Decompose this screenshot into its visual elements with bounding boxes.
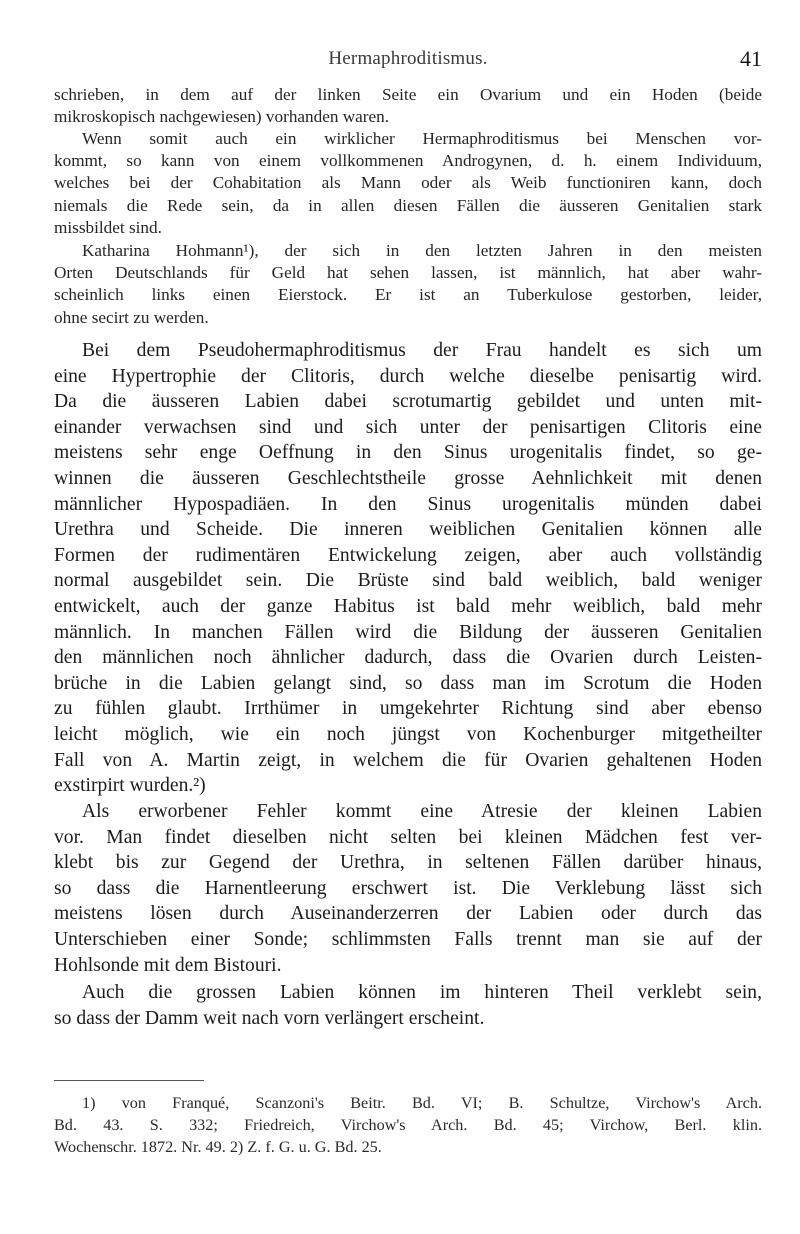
paragraph-ovarium xyxy=(54,84,762,128)
text-line: entwickelt, auch der ganze Habitus ist bald mehr weiblich, bald mehr xyxy=(54,595,762,617)
text-line: so dass die Harnentleerung erschwert ist. Die Verklebung lässt sich xyxy=(54,877,762,899)
footnote-line: Wochenschr. 1872. Nr. 49. 2) Z. f. G. u. G. Bd. 25. xyxy=(54,1138,382,1156)
footnotes xyxy=(54,1092,762,1158)
page-header xyxy=(54,48,762,74)
text-line: normal ausgebildet sein. Die Brüste sind bald weiblich, bald weniger xyxy=(54,570,762,592)
text-line: Hohlsonde mit dem Bistouri. xyxy=(54,954,282,976)
text-line: meistens sehr enge Oeffnung in den Sinus urogenitalis findet, so ge- xyxy=(54,442,762,464)
running-title: Hermaphroditismus. xyxy=(328,48,488,69)
text-line: Wenn somit auch ein wirklicher Hermaphroditismus bei Menschen vor- xyxy=(82,129,762,148)
text-line: den männlichen noch ähnlicher dadurch, dass die Ovarien durch Leisten- xyxy=(54,647,762,669)
text-line: mikroskopisch nachgewiesen) vorhanden waren. xyxy=(54,107,390,127)
text-line: missbildet sind. xyxy=(54,217,162,237)
footnote-line: 1) von Franqué, Scanzoni's Beitr. Bd. VI; B. Schultze, Virchow's Arch. xyxy=(82,1094,762,1112)
paragraph-grosse-labien xyxy=(54,980,762,1031)
text-line: Unterschieben einer Sonde; schlimmsten Falls trennt man sie auf der xyxy=(54,928,762,950)
text-line: vor. Man findet dieselben nicht selten bei kleinen Mädchen fest ver- xyxy=(54,826,762,848)
text-line: welches bei der Cohabitation als Mann oder als Weib functioniren kann, doch xyxy=(54,173,762,193)
text-line: männlicher Hypospadiäen. In den Sinus urogenitalis münden dabei xyxy=(54,493,762,515)
text-line: Formen der rudimentären Entwickelung zeigen, aber auch vollständig xyxy=(54,544,762,566)
text-line: Fall von A. Martin zeigt, in welchem die für Ovarien gehaltenen Hoden xyxy=(54,749,762,771)
text-line: scheinlich links einen Eierstock. Er ist an Tuberkulose gestorben, leider, xyxy=(54,285,762,305)
paragraph-hohmann xyxy=(54,240,762,329)
footnote-divider xyxy=(54,1080,204,1081)
text-line: zu fühlen glaubt. Irrthümer in umgekehrter Richtung sind aber ebenso xyxy=(54,698,762,720)
text-line: eine Hypertrophie der Clitoris, durch welche dieselbe penisartig wird. xyxy=(54,365,762,387)
text-line: brüche in die Labien gelangt sind, so dass man im Scrotum die Hoden xyxy=(54,672,762,694)
text-line: meistens lösen durch Auseinanderzerren der Labien oder durch das xyxy=(54,903,762,925)
text-line: männlich. In manchen Fällen wird die Bildung der äusseren Genitalien xyxy=(54,621,762,643)
text-line: winnen die äusseren Geschlechtstheile grosse Aehnlichkeit mit denen xyxy=(54,467,762,489)
paragraph-atresie xyxy=(54,799,762,978)
page-number: 41 xyxy=(740,46,762,71)
text-line: leicht möglich, wie ein noch jüngst von Kochenburger mitgetheilter xyxy=(54,723,762,745)
text-line: Urethra und Scheide. Die inneren weiblichen Genitalien können alle xyxy=(54,519,762,541)
text-line: ohne secirt zu werden. xyxy=(54,307,209,327)
text-line: niemals die Rede sein, da in allen diesen Fällen die äusseren Genitalien stark xyxy=(54,195,762,215)
text-line: Orten Deutschlands für Geld hat sehen lassen, ist männlich, hat aber wahr- xyxy=(54,263,762,283)
text-line: Bei dem Pseudohermaphroditismus der Frau handelt es sich um xyxy=(82,340,762,361)
text-line: kommt, so kann von einem vollkommenen Androgynen, d. h. einem Individuum, xyxy=(54,151,762,171)
text-line: einander verwachsen sind und sich unter der penisartigen Clitoris eine xyxy=(54,416,762,438)
paragraph-pseudohermaphroditismus xyxy=(54,338,762,799)
text-line: Als erworbener Fehler kommt eine Atresie der kleinen Labien xyxy=(82,801,762,822)
text-line: so dass der Damm weit nach vorn verlängert erscheint. xyxy=(54,1007,485,1029)
text-line: Auch die grossen Labien können im hinteren Theil verklebt sein, xyxy=(82,982,762,1003)
footnote-line: Bd. 43. S. 332; Friedreich, Virchow's Arch. Bd. 45; Virchow, Berl. klin. xyxy=(54,1116,762,1134)
text-line: klebt bis zur Gegend der Urethra, in seltenen Fällen darüber hinaus, xyxy=(54,852,762,874)
text-line: exstirpirt wurden.²) xyxy=(54,775,206,797)
text-line: Katharina Hohmann¹), der sich in den letzten Jahren in den meisten xyxy=(82,241,762,260)
paragraph-androgyne xyxy=(54,128,762,239)
text-line: Da die äusseren Labien dabei scrotumartig gebildet und unten mit- xyxy=(54,391,762,413)
text-line: schrieben, in dem auf der linken Seite ein Ovarium und ein Hoden (beide xyxy=(54,85,762,104)
